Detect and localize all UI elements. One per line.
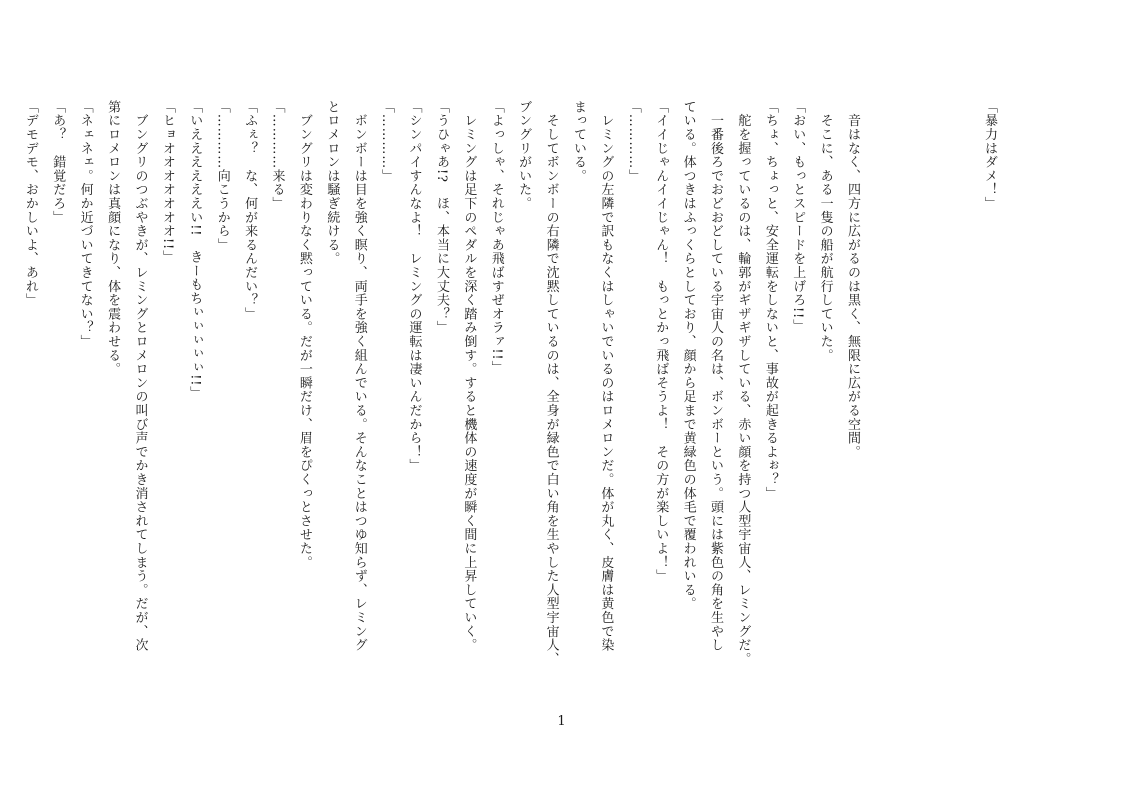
- text-line: レミングは足下のペダルを深く踏み倒す。すると機体の速度が瞬く間に上昇していく。: [461, 100, 477, 652]
- text-line: 「おい、もっとスピードを上げろ!!」: [790, 100, 806, 333]
- text-line: 第にロメロンは真顔になり、体を震わせる。: [105, 100, 121, 376]
- text-line: 「暴力はダメ！」: [982, 100, 997, 211]
- text-line: ブングリのつぶやきが、レミングとロメロンの叫び声でかき消されてしまう。だが、次: [132, 100, 148, 652]
- text-line: 「デモデモ、おかしいよ、あれ」: [22, 100, 38, 307]
- text-line: 「ヒョオオオオオオオ!!」: [159, 100, 175, 264]
- text-line: 「ちょ、ちょっと、安全運転をしないと、事故が起きるよぉ？」: [762, 100, 778, 501]
- text-line: まっている。: [570, 100, 586, 183]
- text-line: 「…………来る」: [269, 100, 285, 211]
- text-line: 「シンパイすんなよ！ レミングの運転は凄いんだから！」: [406, 100, 422, 473]
- text-line: 「ふぇ？ な、何が来るんだい？」: [242, 100, 258, 321]
- text-line: 音はなく、四方に広がるのは黒く、無限に広がる空間。: [845, 100, 861, 459]
- text-line: 一番後ろでおどおどしている宇宙人の名は、ボンボーという。頭には紫色の角を生やし: [708, 100, 723, 652]
- blank-line: [893, 100, 920, 700]
- text-line: 「あ？ 錯覚だろ」: [50, 100, 66, 225]
- text-line: 「…………」: [379, 100, 395, 183]
- blank-line: [948, 100, 975, 700]
- text-line: ブングリがいた。: [516, 100, 532, 211]
- blank-line: [921, 100, 948, 700]
- blank-line: [866, 100, 893, 700]
- text-line: 「…………」: [625, 100, 641, 183]
- text-line: 「うひゃあ!? ほ、本当に大丈夫？」: [433, 100, 449, 335]
- page-number: 1: [557, 714, 566, 729]
- text-line: 「よっしゃ、それじゃあ飛ばすぜオラァ!!」: [488, 100, 504, 375]
- text-line: 「いええええええい!! きーもちぃぃぃぃぃ!!」: [187, 100, 203, 401]
- text-line: ている。体つきはふっくらとしており、顔から足まで黄緑色の体毛で覆われいる。: [680, 100, 696, 611]
- text-line: 「イイじゃんイイじゃん！ もっとかっ飛ばそうよ！ その方が楽しいよ！」: [653, 100, 669, 583]
- vertical-text-block: [16, 100, 1003, 700]
- text-line: そこに、ある一隻の船が航行していた。: [817, 100, 833, 363]
- text-line: とロメロンは騒ぎ続ける。: [324, 100, 340, 266]
- text-line: 舵を握っているのは、輪郭がギザギザしている、赤い顔を持つ人型宇宙人、レミングだ。: [735, 100, 751, 666]
- text-line: レミングの左隣で訳もなくはしゃいでいるのはロメロンだ。体が丸く、皮膚は黄色で染: [598, 100, 614, 652]
- text-line: そしてボンボーの右隣で沈黙しているのは、全身が緑色で白い角を生やした人型宇宙人、: [543, 100, 559, 666]
- text-line: ボンボーは目を強く瞑り、両手を強く組んでいる。そんなことはつゆ知らず、レミング: [351, 100, 367, 652]
- text-line: 「…………向こうから」: [214, 100, 230, 252]
- text-line: ブングリは変わりなく黙っている。だが一瞬だけ、眉をぴくっとさせた。: [296, 100, 312, 570]
- text-line: 「ネェネェ。何か近づいてきてない？」: [77, 100, 93, 349]
